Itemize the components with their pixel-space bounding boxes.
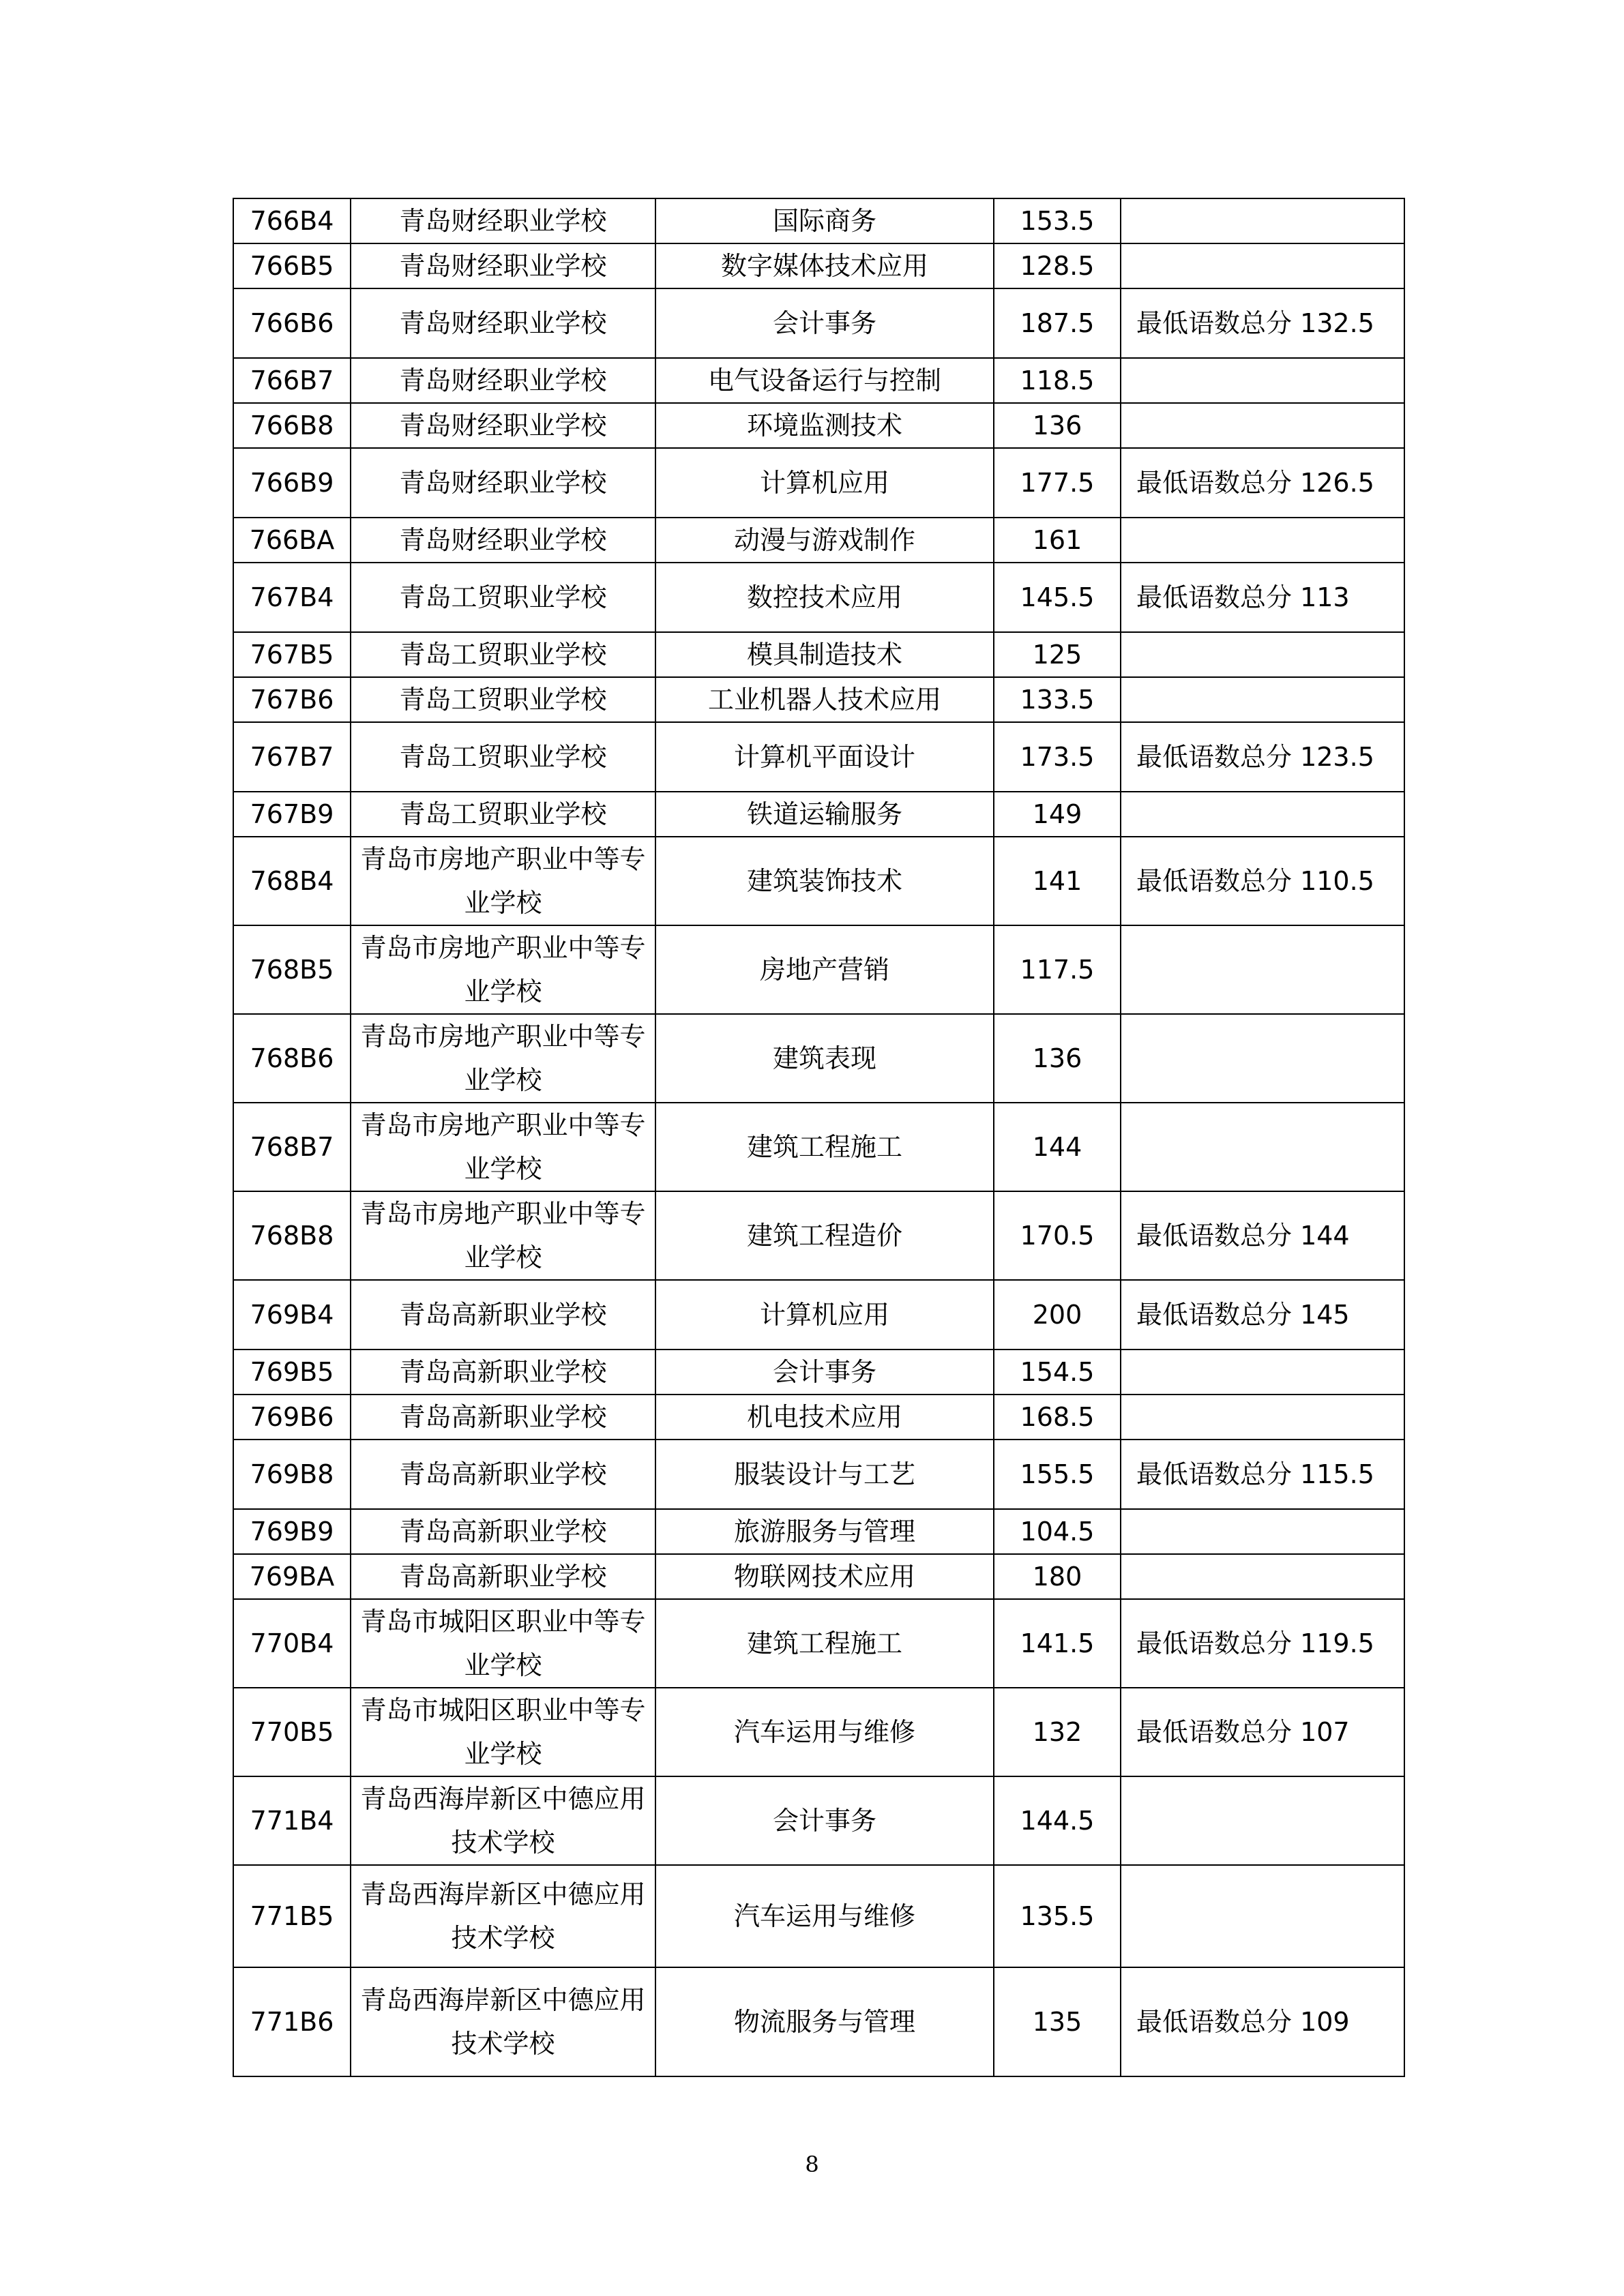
table-row: [233, 837, 1404, 925]
cell-code: 766B8: [233, 403, 351, 448]
cell-school: 青岛财经职业学校: [351, 288, 655, 358]
cell-code: 766B5: [233, 243, 351, 288]
cell-code: 771B5: [233, 1865, 351, 1967]
table-row: [233, 925, 1404, 1014]
table-row: [233, 1350, 1404, 1395]
cell-code: 767B5: [233, 632, 351, 677]
cell-school: 青岛高新职业学校: [351, 1350, 655, 1395]
cell-major: 计算机平面设计: [655, 722, 994, 792]
cell-score: 144: [994, 1103, 1121, 1191]
cell-score: 133.5: [994, 677, 1121, 722]
cell-score: 125: [994, 632, 1121, 677]
admission-score-table: [233, 198, 1405, 2077]
table-row: [233, 518, 1404, 563]
cell-code: 769B9: [233, 1509, 351, 1554]
cell-major: 建筑工程施工: [655, 1599, 994, 1688]
table-row: [233, 403, 1404, 448]
cell-score: 132: [994, 1688, 1121, 1776]
cell-code: 767B7: [233, 722, 351, 792]
cell-major: 汽车运用与维修: [655, 1688, 994, 1776]
cell-code: 771B6: [233, 1967, 351, 2076]
cell-note: 最低语数总分 132.5: [1121, 288, 1404, 358]
table-row: [233, 358, 1404, 403]
cell-code: 768B7: [233, 1103, 351, 1191]
cell-code: 768B5: [233, 925, 351, 1014]
cell-score: 117.5: [994, 925, 1121, 1014]
cell-code: 769B4: [233, 1280, 351, 1350]
cell-code: 769BA: [233, 1554, 351, 1599]
cell-school: 青岛高新职业学校: [351, 1554, 655, 1599]
cell-score: 141: [994, 837, 1121, 925]
cell-note: [1121, 243, 1404, 288]
cell-school: 青岛西海岸新区中德应用技术学校: [351, 1967, 655, 2076]
cell-score: 173.5: [994, 722, 1121, 792]
cell-major: 数控技术应用: [655, 563, 994, 632]
cell-note: [1121, 198, 1404, 243]
cell-note: 最低语数总分 119.5: [1121, 1599, 1404, 1688]
cell-code: 771B4: [233, 1776, 351, 1865]
cell-school: 青岛市房地产职业中等专业学校: [351, 1191, 655, 1280]
cell-score: 128.5: [994, 243, 1121, 288]
table-row: [233, 1599, 1404, 1688]
table-row: [233, 1688, 1404, 1776]
cell-school: 青岛工贸职业学校: [351, 563, 655, 632]
cell-major: 电气设备运行与控制: [655, 358, 994, 403]
cell-score: 153.5: [994, 198, 1121, 243]
cell-score: 168.5: [994, 1395, 1121, 1440]
cell-major: 物联网技术应用: [655, 1554, 994, 1599]
table-row: [233, 1865, 1404, 1967]
cell-code: 770B4: [233, 1599, 351, 1688]
cell-school: 青岛财经职业学校: [351, 198, 655, 243]
table-body: [233, 198, 1404, 2076]
cell-major: 建筑表现: [655, 1014, 994, 1103]
cell-note: [1121, 792, 1404, 837]
cell-note: [1121, 1509, 1404, 1554]
cell-score: 135: [994, 1967, 1121, 2076]
cell-school: 青岛西海岸新区中德应用技术学校: [351, 1776, 655, 1865]
table-row: [233, 632, 1404, 677]
cell-school: 青岛财经职业学校: [351, 403, 655, 448]
cell-major: 计算机应用: [655, 1280, 994, 1350]
cell-major: 汽车运用与维修: [655, 1865, 994, 1967]
cell-school: 青岛工贸职业学校: [351, 677, 655, 722]
cell-school: 青岛西海岸新区中德应用技术学校: [351, 1865, 655, 1967]
cell-major: 建筑工程造价: [655, 1191, 994, 1280]
cell-major: 旅游服务与管理: [655, 1509, 994, 1554]
cell-note: 最低语数总分 109: [1121, 1967, 1404, 2076]
table-row: [233, 1776, 1404, 1865]
table-row: [233, 563, 1404, 632]
table-row: [233, 1014, 1404, 1103]
cell-score: 135.5: [994, 1865, 1121, 1967]
cell-major: 房地产营销: [655, 925, 994, 1014]
cell-school: 青岛市房地产职业中等专业学校: [351, 1103, 655, 1191]
cell-note: [1121, 677, 1404, 722]
cell-score: 144.5: [994, 1776, 1121, 1865]
cell-code: 766BA: [233, 518, 351, 563]
cell-major: 会计事务: [655, 1350, 994, 1395]
cell-note: 最低语数总分 123.5: [1121, 722, 1404, 792]
cell-major: 数字媒体技术应用: [655, 243, 994, 288]
table-row: [233, 677, 1404, 722]
cell-major: 机电技术应用: [655, 1395, 994, 1440]
cell-major: 环境监测技术: [655, 403, 994, 448]
cell-school: 青岛财经职业学校: [351, 518, 655, 563]
cell-score: 155.5: [994, 1440, 1121, 1509]
cell-score: 141.5: [994, 1599, 1121, 1688]
cell-major: 计算机应用: [655, 448, 994, 518]
cell-score: 149: [994, 792, 1121, 837]
cell-note: 最低语数总分 115.5: [1121, 1440, 1404, 1509]
cell-major: 工业机器人技术应用: [655, 677, 994, 722]
cell-note: [1121, 1395, 1404, 1440]
cell-major: 服装设计与工艺: [655, 1440, 994, 1509]
cell-score: 180: [994, 1554, 1121, 1599]
cell-major: 模具制造技术: [655, 632, 994, 677]
cell-code: 770B5: [233, 1688, 351, 1776]
cell-note: [1121, 1554, 1404, 1599]
cell-score: 161: [994, 518, 1121, 563]
cell-note: 最低语数总分 110.5: [1121, 837, 1404, 925]
cell-major: 会计事务: [655, 288, 994, 358]
cell-note: 最低语数总分 145: [1121, 1280, 1404, 1350]
cell-code: 768B4: [233, 837, 351, 925]
cell-code: 767B6: [233, 677, 351, 722]
cell-code: 769B6: [233, 1395, 351, 1440]
cell-school: 青岛财经职业学校: [351, 358, 655, 403]
cell-score: 170.5: [994, 1191, 1121, 1280]
cell-code: 769B8: [233, 1440, 351, 1509]
cell-note: 最低语数总分 126.5: [1121, 448, 1404, 518]
cell-school: 青岛工贸职业学校: [351, 722, 655, 792]
cell-note: 最低语数总分 113: [1121, 563, 1404, 632]
table-row: [233, 198, 1404, 243]
cell-note: [1121, 518, 1404, 563]
cell-note: [1121, 1103, 1404, 1191]
cell-code: 768B6: [233, 1014, 351, 1103]
cell-score: 187.5: [994, 288, 1121, 358]
cell-major: 建筑装饰技术: [655, 837, 994, 925]
cell-note: [1121, 358, 1404, 403]
table-row: [233, 288, 1404, 358]
cell-school: 青岛财经职业学校: [351, 243, 655, 288]
cell-code: 767B9: [233, 792, 351, 837]
cell-school: 青岛高新职业学校: [351, 1395, 655, 1440]
table-row: [233, 792, 1404, 837]
cell-school: 青岛高新职业学校: [351, 1280, 655, 1350]
cell-code: 768B8: [233, 1191, 351, 1280]
cell-score: 154.5: [994, 1350, 1121, 1395]
table-row: [233, 1280, 1404, 1350]
cell-score: 136: [994, 1014, 1121, 1103]
table-row: [233, 1395, 1404, 1440]
cell-school: 青岛市城阳区职业中等专业学校: [351, 1599, 655, 1688]
cell-note: [1121, 1350, 1404, 1395]
cell-code: 769B5: [233, 1350, 351, 1395]
cell-score: 104.5: [994, 1509, 1121, 1554]
table-row: [233, 1191, 1404, 1280]
table-row: [233, 1554, 1404, 1599]
cell-score: 118.5: [994, 358, 1121, 403]
table-row: [233, 1103, 1404, 1191]
page-number: 8: [805, 2151, 819, 2177]
cell-note: [1121, 632, 1404, 677]
table-row: [233, 243, 1404, 288]
cell-note: [1121, 403, 1404, 448]
cell-major: 建筑工程施工: [655, 1103, 994, 1191]
table-row: [233, 1509, 1404, 1554]
cell-school: 青岛高新职业学校: [351, 1509, 655, 1554]
cell-note: [1121, 1014, 1404, 1103]
cell-code: 766B9: [233, 448, 351, 518]
cell-note: [1121, 1865, 1404, 1967]
cell-school: 青岛市房地产职业中等专业学校: [351, 837, 655, 925]
cell-score: 136: [994, 403, 1121, 448]
cell-note: 最低语数总分 107: [1121, 1688, 1404, 1776]
table-row: [233, 1967, 1404, 2076]
cell-score: 145.5: [994, 563, 1121, 632]
cell-school: 青岛市房地产职业中等专业学校: [351, 925, 655, 1014]
cell-major: 会计事务: [655, 1776, 994, 1865]
cell-school: 青岛市城阳区职业中等专业学校: [351, 1688, 655, 1776]
cell-school: 青岛市房地产职业中等专业学校: [351, 1014, 655, 1103]
cell-school: 青岛高新职业学校: [351, 1440, 655, 1509]
cell-school: 青岛工贸职业学校: [351, 632, 655, 677]
table-row: [233, 722, 1404, 792]
cell-code: 767B4: [233, 563, 351, 632]
cell-score: 200: [994, 1280, 1121, 1350]
cell-code: 766B4: [233, 198, 351, 243]
cell-code: 766B7: [233, 358, 351, 403]
cell-major: 铁道运输服务: [655, 792, 994, 837]
cell-note: 最低语数总分 144: [1121, 1191, 1404, 1280]
cell-note: [1121, 1776, 1404, 1865]
cell-major: 动漫与游戏制作: [655, 518, 994, 563]
cell-major: 物流服务与管理: [655, 1967, 994, 2076]
cell-note: [1121, 925, 1404, 1014]
cell-score: 177.5: [994, 448, 1121, 518]
cell-school: 青岛工贸职业学校: [351, 792, 655, 837]
cell-code: 766B6: [233, 288, 351, 358]
table-row: [233, 448, 1404, 518]
cell-school: 青岛财经职业学校: [351, 448, 655, 518]
table-row: [233, 1440, 1404, 1509]
cell-major: 国际商务: [655, 198, 994, 243]
